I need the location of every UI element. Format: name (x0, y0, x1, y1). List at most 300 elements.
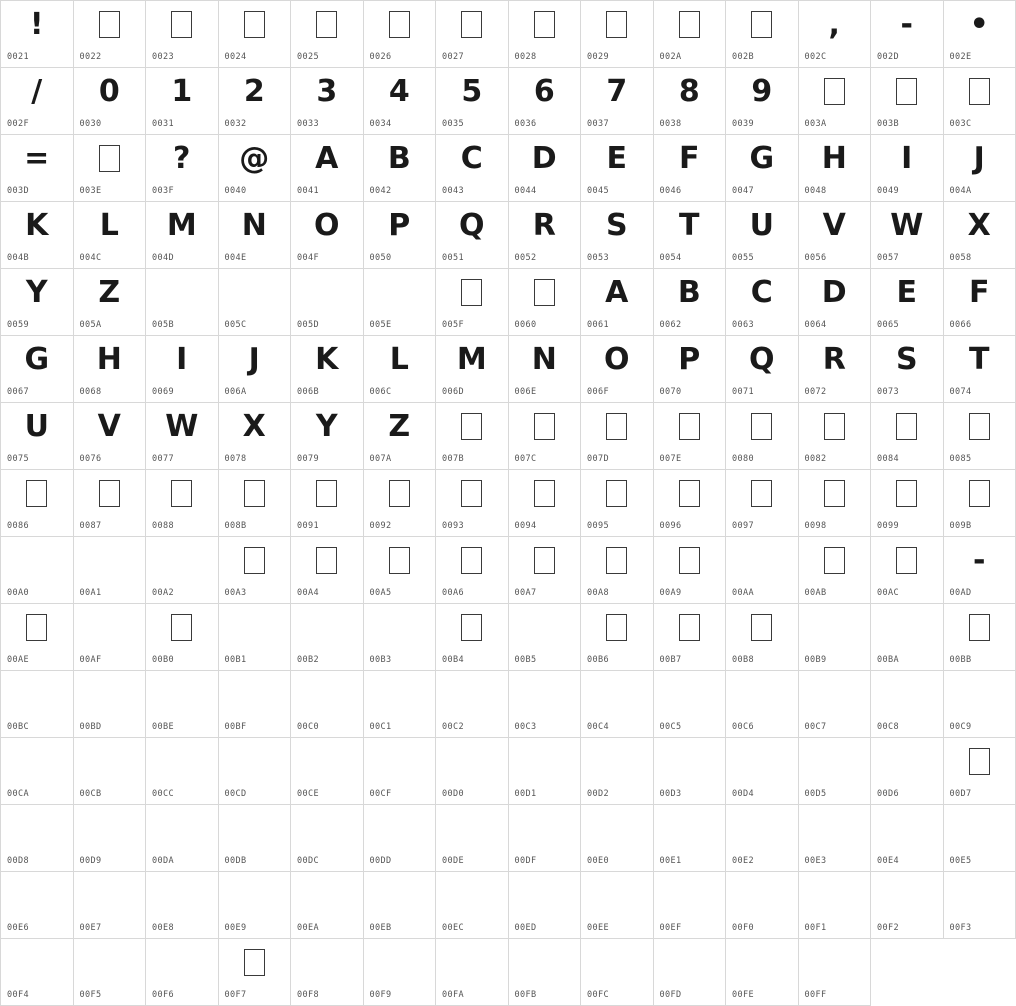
character-cell[interactable] (146, 470, 219, 537)
character-cell[interactable] (436, 68, 509, 135)
character-cell[interactable] (508, 202, 581, 269)
character-cell[interactable] (871, 805, 944, 872)
character-cell[interactable] (1, 202, 74, 269)
codepoint-label: 0051 (442, 253, 465, 263)
character-cell[interactable] (291, 470, 364, 537)
character-cell[interactable] (943, 269, 1016, 336)
character-cell[interactable] (508, 68, 581, 135)
character-cell[interactable] (291, 68, 364, 135)
character-cell[interactable] (291, 604, 364, 671)
character-cell[interactable] (726, 269, 799, 336)
codepoint-label: 00DA (152, 856, 175, 866)
glyph-preview: H (96, 342, 122, 377)
character-cell[interactable] (508, 537, 581, 604)
character-cell[interactable] (508, 805, 581, 872)
glyph-preview: E (606, 141, 627, 176)
character-cell[interactable] (218, 805, 291, 872)
codepoint-label: 0028 (514, 52, 537, 62)
codepoint-label: 00C5 (659, 722, 682, 732)
character-map-row (1, 872, 1016, 939)
character-cell[interactable] (508, 269, 581, 336)
codepoint-label: 00B4 (442, 655, 465, 665)
character-cell[interactable] (726, 738, 799, 805)
character-cell[interactable] (436, 604, 509, 671)
character-map-row (1, 202, 1016, 269)
character-cell[interactable] (943, 202, 1016, 269)
character-cell[interactable] (798, 872, 871, 939)
character-cell[interactable] (653, 671, 726, 738)
notdef-box-icon (606, 614, 627, 641)
character-cell[interactable] (798, 269, 871, 336)
character-cell[interactable] (218, 604, 291, 671)
character-cell[interactable] (218, 1, 291, 68)
character-cell[interactable] (218, 939, 291, 1006)
codepoint-label: 00BE (152, 722, 175, 732)
character-cell[interactable] (871, 68, 944, 135)
character-cell[interactable] (508, 336, 581, 403)
glyph-preview (871, 742, 943, 782)
codepoint-label: 0067 (7, 387, 30, 397)
character-cell[interactable] (1, 537, 74, 604)
character-cell[interactable] (73, 135, 146, 202)
character-cell[interactable] (943, 135, 1016, 202)
character-cell[interactable] (436, 403, 509, 470)
character-cell[interactable] (508, 671, 581, 738)
character-map-row (1, 671, 1016, 738)
codepoint-label: 00ED (514, 923, 537, 933)
character-cell[interactable] (1, 738, 74, 805)
character-cell[interactable] (1, 135, 74, 202)
character-cell[interactable] (581, 135, 654, 202)
character-cell[interactable] (363, 939, 436, 1006)
character-cell[interactable] (581, 939, 654, 1006)
character-cell[interactable] (798, 135, 871, 202)
character-cell[interactable] (73, 470, 146, 537)
character-cell[interactable] (73, 805, 146, 872)
character-cell[interactable] (871, 1, 944, 68)
character-cell[interactable] (798, 336, 871, 403)
character-cell[interactable] (943, 1, 1016, 68)
glyph-preview: 7 (606, 74, 628, 109)
character-cell[interactable] (943, 470, 1016, 537)
glyph-preview: 9 (751, 74, 773, 109)
glyph-preview (1, 675, 73, 715)
character-cell[interactable] (363, 537, 436, 604)
codepoint-label: 0099 (877, 521, 900, 531)
character-cell[interactable] (73, 872, 146, 939)
character-cell[interactable] (508, 872, 581, 939)
character-cell[interactable] (653, 738, 726, 805)
character-cell[interactable] (726, 403, 799, 470)
character-cell[interactable] (436, 805, 509, 872)
character-cell[interactable] (798, 671, 871, 738)
notdef-box-icon (606, 413, 627, 440)
character-cell[interactable] (798, 68, 871, 135)
character-cell[interactable] (726, 604, 799, 671)
codepoint-label: 00A5 (369, 588, 392, 598)
character-cell[interactable] (653, 872, 726, 939)
character-cell[interactable] (218, 269, 291, 336)
glyph-preview (726, 943, 798, 983)
glyph-preview (219, 273, 291, 313)
character-cell[interactable] (73, 336, 146, 403)
glyph-preview (581, 675, 653, 715)
codepoint-label: 00EC (442, 923, 465, 933)
character-cell[interactable] (726, 939, 799, 1006)
character-map-row (1, 336, 1016, 403)
character-cell[interactable] (146, 939, 219, 1006)
codepoint-label: 00CE (297, 789, 320, 799)
character-cell[interactable] (436, 269, 509, 336)
character-cell[interactable] (363, 202, 436, 269)
character-cell[interactable] (363, 1, 436, 68)
character-cell[interactable] (581, 202, 654, 269)
glyph-preview (654, 675, 726, 715)
glyph-preview: R (822, 342, 846, 377)
character-cell[interactable] (508, 470, 581, 537)
character-cell[interactable] (218, 202, 291, 269)
glyph-preview (364, 675, 436, 715)
character-cell[interactable] (218, 403, 291, 470)
codepoint-label: 00D3 (659, 789, 682, 799)
character-cell[interactable] (291, 738, 364, 805)
missing-glyph-icon (944, 742, 1016, 782)
codepoint-label: 0049 (877, 186, 900, 196)
character-cell[interactable] (581, 470, 654, 537)
codepoint-label: 005F (442, 320, 465, 330)
codepoint-label: 0069 (152, 387, 175, 397)
character-cell[interactable] (363, 872, 436, 939)
character-cell[interactable] (291, 537, 364, 604)
codepoint-label: 00BA (877, 655, 900, 665)
character-map-row (1, 738, 1016, 805)
character-cell[interactable] (1, 470, 74, 537)
codepoint-label: 005E (369, 320, 392, 330)
glyph-preview (364, 273, 436, 313)
character-cell[interactable] (1, 939, 74, 1006)
codepoint-label: 003A (804, 119, 827, 129)
glyph-preview: G (749, 141, 775, 176)
character-cell[interactable] (581, 1, 654, 68)
character-cell[interactable] (508, 604, 581, 671)
character-cell[interactable] (436, 537, 509, 604)
character-cell[interactable] (943, 805, 1016, 872)
missing-glyph-icon (364, 541, 436, 581)
glyph-preview (509, 608, 581, 648)
character-cell[interactable] (508, 738, 581, 805)
character-cell[interactable] (146, 202, 219, 269)
notdef-box-icon (679, 614, 700, 641)
codepoint-label: 0085 (949, 454, 972, 464)
glyph-preview: B (677, 275, 701, 310)
glyph-preview (726, 742, 798, 782)
character-cell[interactable] (363, 604, 436, 671)
character-cell[interactable] (436, 1, 509, 68)
character-cell[interactable] (218, 738, 291, 805)
glyph-preview (654, 876, 726, 916)
character-cell[interactable] (508, 135, 581, 202)
codepoint-label: 0074 (949, 387, 972, 397)
character-cell[interactable] (653, 202, 726, 269)
character-cell[interactable] (726, 68, 799, 135)
glyph-preview (74, 742, 146, 782)
codepoint-label: 0041 (297, 186, 320, 196)
codepoint-label: 0042 (369, 186, 392, 196)
character-cell[interactable] (653, 604, 726, 671)
character-cell[interactable] (218, 336, 291, 403)
character-cell[interactable] (291, 135, 364, 202)
character-cell[interactable] (291, 336, 364, 403)
glyph-preview: V (97, 409, 121, 444)
character-cell[interactable] (363, 805, 436, 872)
character-cell[interactable] (871, 872, 944, 939)
character-cell[interactable] (218, 872, 291, 939)
character-cell[interactable] (943, 738, 1016, 805)
missing-glyph-icon (219, 5, 291, 45)
glyph-preview (944, 876, 1016, 916)
character-cell[interactable] (73, 68, 146, 135)
character-cell[interactable] (363, 269, 436, 336)
glyph-preview: U (749, 208, 774, 243)
character-cell[interactable] (218, 470, 291, 537)
character-cell[interactable] (798, 805, 871, 872)
character-cell[interactable] (436, 671, 509, 738)
character-cell[interactable] (943, 537, 1016, 604)
character-cell[interactable] (508, 1, 581, 68)
character-cell[interactable] (146, 872, 219, 939)
character-cell[interactable] (1, 68, 74, 135)
character-cell[interactable] (1, 269, 74, 336)
glyph-preview (291, 943, 363, 983)
character-cell[interactable] (943, 68, 1016, 135)
character-cell[interactable] (73, 202, 146, 269)
glyph-preview (509, 675, 581, 715)
glyph-preview: 6 (533, 74, 555, 109)
character-cell[interactable] (871, 269, 944, 336)
character-cell[interactable] (726, 805, 799, 872)
character-cell[interactable] (436, 135, 509, 202)
character-cell[interactable] (871, 470, 944, 537)
glyph-preview (509, 809, 581, 849)
character-cell[interactable] (581, 738, 654, 805)
character-cell[interactable] (653, 1, 726, 68)
character-cell[interactable] (943, 872, 1016, 939)
character-cell[interactable] (653, 939, 726, 1006)
character-cell[interactable] (581, 403, 654, 470)
codepoint-label: 0048 (804, 186, 827, 196)
character-cell[interactable] (943, 336, 1016, 403)
character-cell[interactable] (291, 269, 364, 336)
notdef-box-icon (679, 547, 700, 574)
character-cell[interactable] (436, 336, 509, 403)
character-cell[interactable] (73, 269, 146, 336)
character-cell[interactable] (871, 738, 944, 805)
character-cell[interactable] (436, 202, 509, 269)
glyph-preview: / (31, 74, 43, 109)
codepoint-label: 00B5 (514, 655, 537, 665)
character-cell[interactable] (146, 604, 219, 671)
character-cell[interactable] (1, 671, 74, 738)
character-cell[interactable] (871, 671, 944, 738)
character-cell[interactable] (871, 403, 944, 470)
character-cell[interactable] (363, 470, 436, 537)
character-cell[interactable] (146, 537, 219, 604)
glyph-preview (509, 876, 581, 916)
character-cell[interactable] (436, 738, 509, 805)
codepoint-label: 00C6 (732, 722, 755, 732)
character-cell[interactable] (726, 537, 799, 604)
character-cell[interactable] (726, 470, 799, 537)
character-cell[interactable] (798, 1, 871, 68)
character-cell[interactable] (653, 336, 726, 403)
character-cell[interactable] (871, 604, 944, 671)
glyph-preview (509, 742, 581, 782)
character-cell[interactable] (146, 738, 219, 805)
codepoint-label: 00E3 (804, 856, 827, 866)
character-cell[interactable] (146, 68, 219, 135)
missing-glyph-icon (726, 5, 798, 45)
missing-glyph-icon (654, 5, 726, 45)
character-cell[interactable] (871, 135, 944, 202)
glyph-preview: I (176, 342, 188, 377)
missing-glyph-icon (654, 474, 726, 514)
codepoint-label: 00FD (659, 990, 682, 1000)
character-cell[interactable] (653, 135, 726, 202)
character-cell[interactable] (871, 336, 944, 403)
character-cell[interactable] (726, 135, 799, 202)
codepoint-label: 0091 (297, 521, 320, 531)
character-cell[interactable] (798, 403, 871, 470)
notdef-box-icon (389, 547, 410, 574)
character-cell[interactable] (218, 135, 291, 202)
character-cell[interactable] (508, 403, 581, 470)
character-cell[interactable] (436, 470, 509, 537)
character-cell[interactable] (73, 671, 146, 738)
glyph-preview: A (315, 141, 339, 176)
character-cell[interactable] (436, 872, 509, 939)
character-cell[interactable] (581, 671, 654, 738)
codepoint-label: 00A3 (224, 588, 247, 598)
character-cell[interactable] (291, 872, 364, 939)
character-cell[interactable] (363, 738, 436, 805)
character-cell[interactable] (798, 738, 871, 805)
missing-glyph-icon (944, 608, 1016, 648)
character-cell[interactable] (1, 1, 74, 68)
character-cell[interactable] (363, 336, 436, 403)
character-cell[interactable] (291, 805, 364, 872)
character-cell[interactable] (146, 1, 219, 68)
glyph-preview (1, 876, 73, 916)
character-cell[interactable] (726, 1, 799, 68)
character-cell[interactable] (653, 403, 726, 470)
character-cell[interactable] (218, 537, 291, 604)
character-cell[interactable] (73, 537, 146, 604)
character-cell[interactable] (653, 805, 726, 872)
character-cell[interactable] (798, 537, 871, 604)
glyph-preview (799, 876, 871, 916)
character-cell[interactable] (146, 135, 219, 202)
character-map-row (1, 537, 1016, 604)
character-cell[interactable] (943, 604, 1016, 671)
character-cell[interactable] (291, 202, 364, 269)
character-cell[interactable] (146, 269, 219, 336)
character-cell[interactable] (363, 68, 436, 135)
character-cell[interactable] (726, 671, 799, 738)
character-cell[interactable] (363, 671, 436, 738)
character-cell[interactable] (653, 269, 726, 336)
glyph-preview (74, 541, 146, 581)
character-cell[interactable] (581, 805, 654, 872)
character-cell[interactable] (436, 939, 509, 1006)
character-cell[interactable] (581, 604, 654, 671)
missing-glyph-icon (436, 474, 508, 514)
character-cell[interactable] (581, 336, 654, 403)
character-cell[interactable] (218, 68, 291, 135)
character-cell[interactable] (1, 336, 74, 403)
character-cell[interactable] (871, 537, 944, 604)
character-cell[interactable] (1, 805, 74, 872)
character-cell[interactable] (73, 604, 146, 671)
character-cell[interactable] (798, 202, 871, 269)
character-cell[interactable] (73, 738, 146, 805)
character-cell[interactable] (363, 403, 436, 470)
character-cell[interactable] (581, 872, 654, 939)
character-cell[interactable] (218, 671, 291, 738)
character-cell[interactable] (726, 202, 799, 269)
character-cell[interactable] (291, 939, 364, 1006)
notdef-box-icon (969, 78, 990, 105)
character-cell[interactable] (1, 604, 74, 671)
character-cell[interactable] (291, 403, 364, 470)
character-cell[interactable] (581, 269, 654, 336)
character-cell[interactable] (73, 1, 146, 68)
character-cell[interactable] (508, 939, 581, 1006)
codepoint-label: 00CF (369, 789, 392, 799)
character-cell[interactable] (581, 68, 654, 135)
character-cell[interactable] (1, 872, 74, 939)
notdef-box-icon (244, 480, 265, 507)
character-cell[interactable] (73, 403, 146, 470)
character-cell[interactable] (726, 336, 799, 403)
character-cell[interactable] (1, 403, 74, 470)
character-cell[interactable] (653, 68, 726, 135)
character-cell[interactable] (726, 872, 799, 939)
glyph-preview (581, 943, 653, 983)
character-cell[interactable] (146, 336, 219, 403)
character-cell[interactable] (146, 403, 219, 470)
character-cell[interactable] (73, 939, 146, 1006)
character-cell[interactable] (943, 671, 1016, 738)
character-cell[interactable] (291, 1, 364, 68)
character-cell[interactable] (146, 671, 219, 738)
codepoint-label: 0043 (442, 186, 465, 196)
glyph-preview: S (895, 342, 918, 377)
character-cell[interactable] (581, 537, 654, 604)
character-cell[interactable] (798, 939, 871, 1006)
character-cell[interactable] (291, 671, 364, 738)
character-cell[interactable] (943, 403, 1016, 470)
character-cell[interactable] (653, 470, 726, 537)
codepoint-label: 0035 (442, 119, 465, 129)
character-cell[interactable] (798, 470, 871, 537)
character-cell[interactable] (363, 135, 436, 202)
character-cell[interactable] (798, 604, 871, 671)
glyph-preview (799, 943, 871, 983)
character-cell[interactable] (653, 537, 726, 604)
character-cell[interactable] (146, 805, 219, 872)
character-cell[interactable] (871, 202, 944, 269)
codepoint-label: 00CC (152, 789, 175, 799)
